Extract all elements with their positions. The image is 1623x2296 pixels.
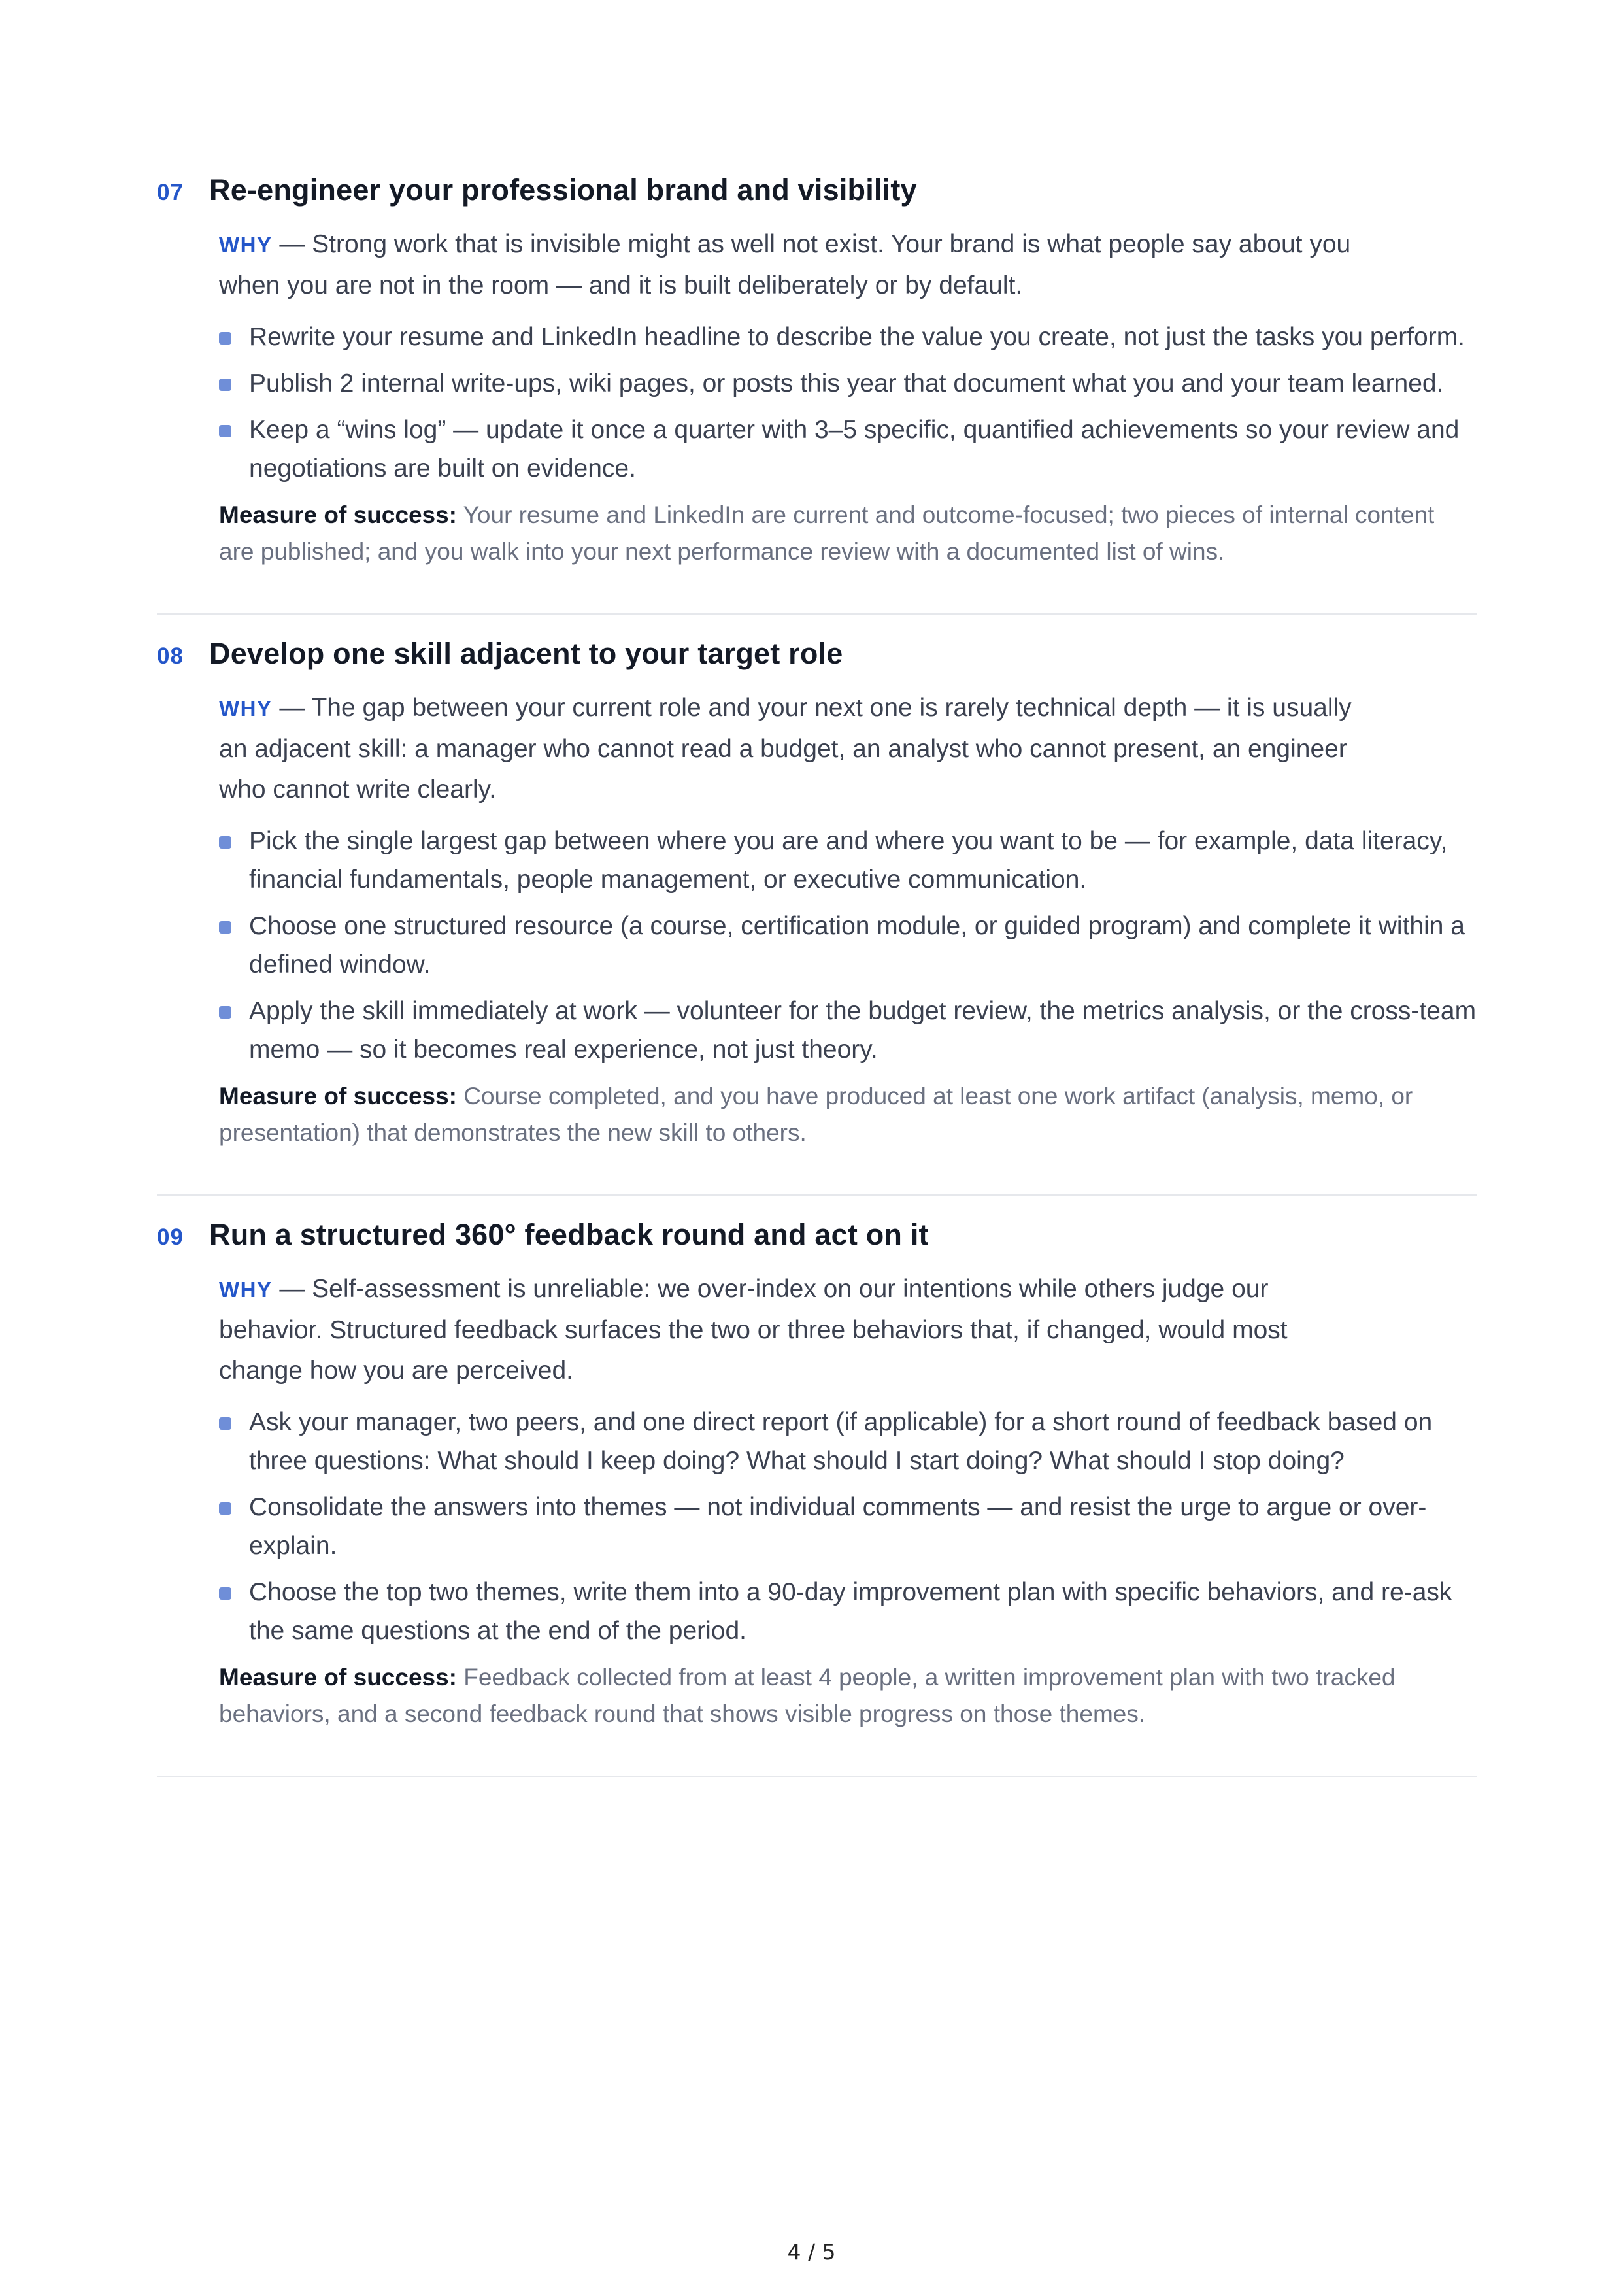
action-item xyxy=(219,364,1478,403)
goal-number: 07 xyxy=(157,180,184,205)
action-text: Publish 2 internal write-ups, wiki pages, or posts this year that document what you and your team learned. xyxy=(249,369,1444,397)
action-text: Choose the top two themes, write them into a 90-day improvement plan with specific behaviors, and re-ask the same questions at the end of the period. xyxy=(249,1578,1452,1645)
why-text: — The gap between your current role and your next one is rarely technical depth — it is usually an adjacent skill: a manager who cannot read a budget, an analyst who cannot present, an engineer who cannot write clearly. xyxy=(219,694,1352,803)
action-item xyxy=(219,411,1478,488)
action-text: Ask your manager, two peers, and one direct report (if applicable) for a short round of feedback based on three questions: What should I keep doing? What should I start doing? What should I stop doing? xyxy=(249,1408,1433,1475)
goal-section-08 xyxy=(157,637,1477,1196)
why-text: — Strong work that is invisible might as well not exist. Your brand is what people say about you when you are not in the room — and it is built deliberately or by default. xyxy=(219,230,1351,299)
goal-number: 08 xyxy=(157,643,184,669)
why-paragraph xyxy=(219,224,1363,306)
action-item xyxy=(219,318,1478,356)
bullet-icon xyxy=(219,1587,231,1600)
action-item xyxy=(219,1403,1478,1480)
measure-of-success xyxy=(219,1659,1474,1732)
bullet-icon xyxy=(219,836,231,849)
action-list xyxy=(219,822,1477,1069)
why-text: — Self-assessment is unreliable: we over-index on our intentions while others judge our behavior. Structured feedback surfaces the two or three behaviors that, if changed, would most change how you are perceived. xyxy=(219,1275,1288,1385)
why-tag: WHY xyxy=(219,696,273,720)
bullet-icon xyxy=(219,1502,231,1515)
goal-section-09 xyxy=(157,1218,1477,1777)
goal-body xyxy=(219,1269,1477,1732)
why-tag: WHY xyxy=(219,233,273,257)
measure-label: Measure of success: xyxy=(219,1083,458,1109)
action-text: Consolidate the answers into themes — not individual comments — and resist the urge to argue or over-explain. xyxy=(249,1493,1427,1560)
goal-number: 09 xyxy=(157,1224,184,1250)
action-text: Apply the skill immediately at work — volunteer for the budget review, the metrics analysis, or the cross-team memo — so it becomes real experience, not just theory. xyxy=(249,997,1477,1064)
action-item xyxy=(219,1488,1478,1565)
goal-title: Re-engineer your professional brand and visibility xyxy=(209,173,917,207)
bullet-icon xyxy=(219,379,231,391)
action-text: Choose one structured resource (a course, certification module, or guided program) and complete it within a defined window. xyxy=(249,912,1465,979)
why-paragraph xyxy=(219,688,1363,810)
goal-header xyxy=(157,1218,1477,1264)
measure-of-success xyxy=(219,1078,1474,1151)
bullet-icon xyxy=(219,921,231,934)
measure-text: Your resume and LinkedIn are current and outcome-focused; two pieces of internal content are published; and you walk into your next performance review with a documented list of wins. xyxy=(219,501,1435,565)
action-text: Rewrite your resume and LinkedIn headline to describe the value you create, not just the tasks you perform. xyxy=(249,323,1465,351)
bullet-icon xyxy=(219,425,231,437)
measure-label: Measure of success: xyxy=(219,1664,458,1691)
measure-of-success xyxy=(219,497,1474,570)
bullet-icon xyxy=(219,1417,231,1430)
action-item xyxy=(219,1573,1478,1650)
action-item xyxy=(219,822,1478,899)
goal-body xyxy=(219,224,1477,570)
goal-title: Develop one skill adjacent to your target role xyxy=(209,637,843,670)
why-tag: WHY xyxy=(219,1277,273,1302)
measure-label: Measure of success: xyxy=(219,501,458,528)
bullet-icon xyxy=(219,332,231,345)
goal-section-07 xyxy=(157,173,1477,615)
action-list xyxy=(219,318,1477,488)
goal-list xyxy=(157,173,1477,1799)
goal-title: Run a structured 360° feedback round and act on it xyxy=(209,1218,929,1251)
action-text: Pick the single largest gap between where you are and where you want to be — for example, data literacy, financial fundamentals, people management, or executive communication. xyxy=(249,827,1448,894)
measure-text: Course completed, and you have produced at least one work artifact (analysis, memo, or presentation) that demonstrates the new skill to others. xyxy=(219,1083,1413,1146)
goal-body xyxy=(219,688,1477,1151)
goal-header xyxy=(157,637,1477,683)
measure-text: Feedback collected from at least 4 people, a written improvement plan with two tracked behaviors, and a second feedback round that shows visible progress on those themes. xyxy=(219,1664,1396,1727)
action-item xyxy=(219,907,1478,984)
action-list xyxy=(219,1403,1477,1650)
bullet-icon xyxy=(219,1006,231,1019)
action-item xyxy=(219,992,1478,1069)
goal-header xyxy=(157,173,1477,219)
page-number: 4 / 5 xyxy=(787,2239,836,2265)
why-paragraph xyxy=(219,1269,1363,1391)
action-text: Keep a “wins log” — update it once a quarter with 3–5 specific, quantified achievements so your review and negotiations are built on evidence. xyxy=(249,416,1460,482)
